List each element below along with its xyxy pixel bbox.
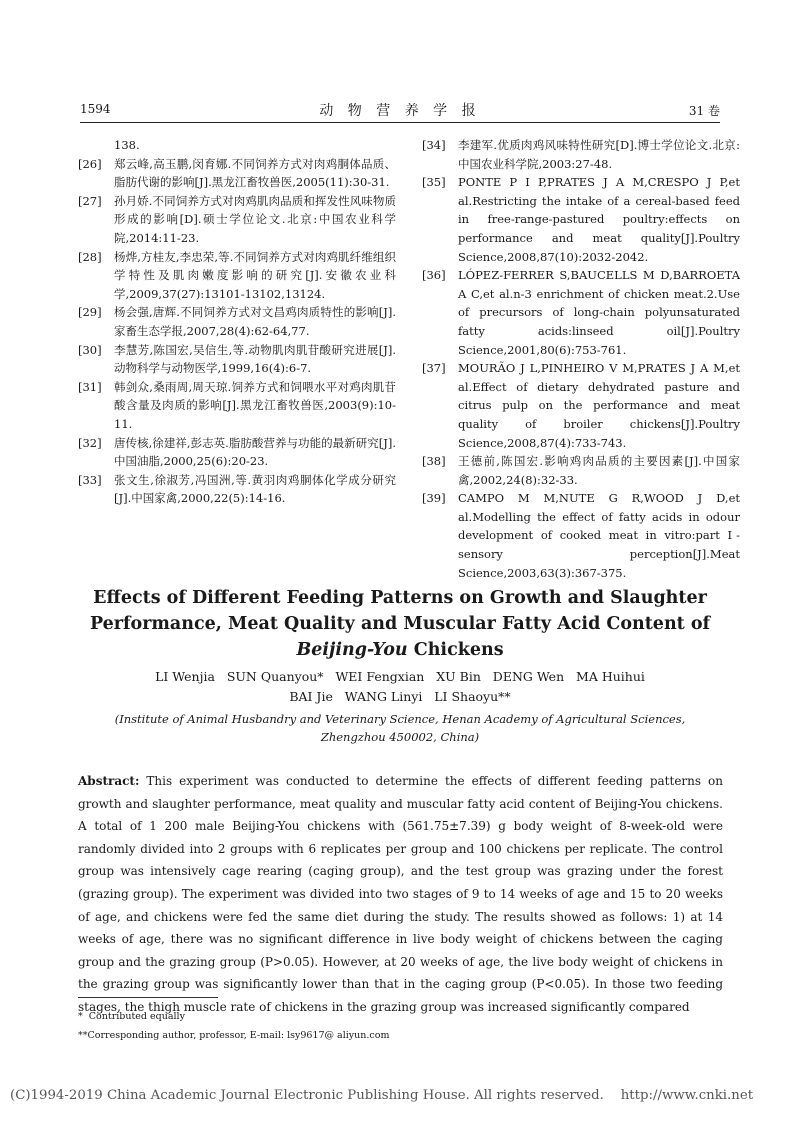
reference-number: [27] — [78, 193, 102, 208]
affiliation-line-2: Zhengzhou 450002, China) — [320, 730, 480, 744]
reference-item — [422, 173, 740, 266]
page-header — [80, 100, 720, 123]
reference-item — [78, 192, 396, 248]
reference-number: [39] — [422, 491, 446, 506]
article-title — [80, 585, 720, 663]
reference-item — [78, 471, 396, 508]
footnote-equal-contribution: * Contributed equally — [78, 1011, 185, 1022]
abstract-label: Abstract: — [78, 774, 140, 788]
reference-number: [34] — [422, 138, 446, 152]
reference-number: [35] — [422, 175, 446, 190]
reference-number: [30] — [78, 342, 102, 357]
title-breed: Beijing-You — [296, 640, 408, 660]
reference-text: PONTE P I P,PRATES J A M,CRESPO J P,et al.Restricting the intake of a cereal-based feed in free-range-pastured poultry:effects on performance and meat quality[J].Poultry Science,2008,87(10):2032-2042. — [458, 175, 740, 264]
page-number: 1594 — [80, 102, 111, 116]
reference-number: [26] — [78, 156, 102, 171]
reference-text: 杨会强,唐辉.不同饲养方式对文昌鸡肉质特性的影响[J].家畜生态学报,2007,28(4):62-64,77. — [114, 305, 396, 338]
reference-text: 韩剑众,桑雨周,周天琼.饲养方式和饲喂水平对鸡肉肌苷酸含量及肉质的影响[J].黑龙江畜牧兽医,2003(9):10-11. — [114, 379, 396, 431]
reference-text: LÓPEZ-FERRER S,BAUCELLS M D,BARROETA A C,et al.n-3 enrichment of chicken meat.2.Use of precursors of long-chain polyunsaturated fatty acids:linseed oil[J].Poultry Science,2001,80(6):753-761. — [458, 268, 740, 357]
reference-text: MOURÃO J L,PINHEIRO V M,PRATES J A M,et al.Effect of dietary dehydrated pasture and citrus pulp on the performance and meat quality of broiler chickens[J].Poultry Science,2008,87(4):733-743. — [458, 361, 740, 450]
reference-item — [422, 359, 740, 452]
authors-line-1: LI Wenjia SUN Quanyou* WEI Fengxian XU Bin DENG Wen MA Huihui — [155, 669, 645, 684]
reference-text: 孙月娇.不同饲养方式对肉鸡肌肉品质和挥发性风味物质形成的影响[D].硕士学位论文.北京:中国农业科学院,2014:11-23. — [114, 193, 396, 245]
title-end: Chickens — [407, 640, 504, 660]
reference-item — [78, 341, 396, 378]
copyright-notice: (C)1994-2019 China Academic Journal Electronic Publishing House. All rights reserved. http://www.cnki.net — [10, 1088, 754, 1103]
reference-text: 唐传核,徐建祥,彭志英.脂肪酸营养与功能的最新研究[J].中国油脂,2000,25(6):20-23. — [114, 435, 396, 469]
reference-number: [33] — [78, 472, 102, 487]
reference-item — [422, 266, 740, 359]
reference-number: [37] — [422, 361, 446, 376]
reference-text: 李慧芳,陈国宏,吴信生,等.动物肌肉肌苷酸研究进展[J].动物科学与动物医学,1999,16(4):6-7. — [114, 342, 396, 376]
reference-item — [422, 136, 740, 173]
reference-number: [38] — [422, 454, 446, 469]
reference-number: [28] — [78, 249, 102, 264]
reference-list-right — [422, 136, 740, 582]
reference-item — [422, 489, 740, 582]
footnote-divider — [78, 997, 218, 998]
volume-label: 31 卷 — [688, 104, 720, 118]
abstract — [78, 770, 723, 1019]
reference-text: CAMPO M M,NUTE G R,WOOD J D,et al.Modelling the effect of fatty acids in odour development of cooked meat in vitro:part Ⅰ-sensory perception[J].Meat Science,2003,63(3):367-375. — [458, 491, 740, 580]
author-list — [80, 667, 720, 707]
reference-number: [29] — [78, 305, 102, 320]
affiliation — [80, 710, 720, 746]
reference-item — [422, 452, 740, 489]
reference-text: 李建军.优质肉鸡风味特性研究[D].博士学位论文.北京:中国农业科学院,2003:27-48. — [458, 138, 740, 171]
reference-number: [31] — [78, 379, 102, 394]
title-line-3 — [80, 637, 720, 663]
reference-text: 郑云峰,高玉鹏,闵育娜.不同饲养方式对肉鸡胴体品质、脂肪代谢的影响[J].黑龙江畜牧兽医,2005(11):30-31. — [114, 156, 396, 190]
title-line-2: Performance, Meat Quality and Muscular Fatty Acid Content of — [89, 614, 711, 634]
reference-item — [78, 378, 396, 434]
title-line-1: Effects of Different Feeding Patterns on Growth and Slaughter — [93, 588, 707, 608]
reference-text: 王德前,陈国宏.影响鸡肉品质的主要因素[J].中国家禽,2002,24(8):32-33. — [458, 454, 740, 487]
reference-item — [78, 303, 396, 340]
reference-text: 张文生,徐淑芳,冯国洲,等.黄羽肉鸡胴体化学成分研究[J].中国家禽,2000,22(5):14-16. — [114, 472, 396, 506]
authors-line-2: BAI Jie WANG Linyi LI Shaoyu** — [289, 689, 511, 704]
reference-number: [36] — [422, 268, 446, 283]
journal-name: 动 物 营 养 学 报 — [319, 103, 481, 119]
reference-list-left — [78, 136, 396, 508]
abstract-text: This experiment was conducted to determine the effects of different feeding patterns on growth and slaughter performance, meat quality and muscular fatty acid content of Beijing-You chickens. A total of 1 200 male Beijing-You chickens with (561.75±7.39) g body weight of 8-week-old were randomly divided into 2 groups with 6 replicates per group and 100 chickens per replicate. The control group was intensively cage rearing (caging group), and the test group was grazing under the forest (grazing group). The experiment was divided into two stages of 9 to 14 weeks of age and 15 to 20 weeks of age, and chickens were fed the same diet during the study. The results showed as follows: 1) at 14 weeks of age, there was no significant difference in live body weight of chickens between the caging group and the grazing group (P>0.05). However, at 20 weeks of age, the live body weight of chickens in the grazing group was significantly lower than that in the caging group (P<0.05). In those two feeding stages, the thigh muscle rate of chickens in the grazing group was increased significantly compared — [78, 774, 723, 1014]
reference-number: [32] — [78, 435, 102, 450]
reference-item — [78, 136, 396, 155]
reference-item — [78, 155, 396, 192]
footnote-corresponding-author: **Corresponding author, professor, E-mail: lsy9617@ aliyun.com — [78, 1030, 390, 1041]
affiliation-line-1: (Institute of Animal Husbandry and Veterinary Science, Henan Academy of Agricultural Sciences, — [114, 712, 686, 726]
reference-text: 138. — [114, 138, 140, 152]
reference-text: 杨烨,方桂友,李忠荣,等.不同饲养方式对肉鸡肌纤维组织学特性及肌肉嫩度影响的研究[J].安徽农业科学,2009,37(27):13101-13102,13124. — [114, 249, 396, 301]
reference-item — [78, 248, 396, 304]
reference-item — [78, 434, 396, 471]
